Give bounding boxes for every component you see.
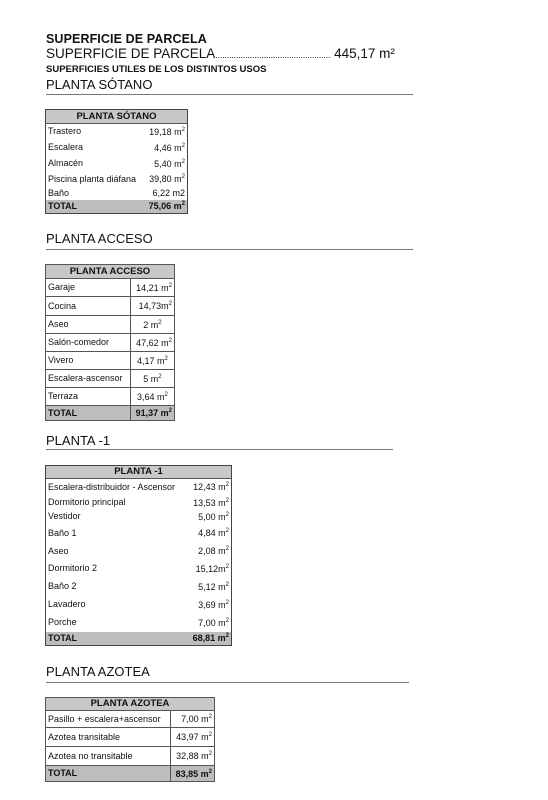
table-row — [46, 747, 215, 766]
table-total-row — [46, 632, 232, 646]
row-name: Escalera-distribuidor - Ascensor — [48, 481, 176, 492]
row-name: Escalera-ascensor — [46, 370, 131, 388]
table-total-row — [46, 406, 175, 421]
row-value: 39,80 $m^2$ — [149, 174, 185, 184]
row-value: 14,21 $m^2$ — [130, 279, 174, 297]
row-name: Terraza — [46, 388, 131, 406]
row-name: Baño — [48, 187, 70, 198]
total-value: 83,85 $m^2$ — [171, 766, 215, 782]
table-caption: PLANTA -1 — [46, 466, 232, 479]
row-name: Azotea no transitable — [46, 747, 171, 766]
table-azotea — [45, 697, 215, 782]
row-value: 4,17 $m^2$ — [130, 352, 174, 370]
row-value: 4,84 $m^2$ — [198, 528, 229, 538]
row-name: Lavadero — [48, 599, 86, 609]
table-planta-menos-1 — [45, 465, 232, 646]
row-name: Porche — [48, 617, 77, 627]
row-name: Trastero — [48, 126, 82, 137]
table-row — [46, 279, 175, 297]
row-value: $14,73m^2$ — [130, 297, 174, 316]
section-divider — [46, 682, 409, 683]
table-row — [46, 124, 188, 140]
row-value: 13,53 $m^2$ — [193, 497, 229, 508]
table-row — [46, 388, 175, 406]
row-value: 5,40 $m^2$ — [154, 158, 185, 169]
table-row — [46, 510, 232, 524]
table-acceso — [45, 264, 175, 421]
total-value: 91,37 $m^2$ — [130, 406, 174, 421]
row-name: Almacén — [48, 158, 84, 168]
row-value: 5,12 $m^2$ — [198, 581, 229, 592]
total-value: 75,06 $m^2$ — [144, 200, 188, 214]
table-row — [46, 370, 175, 388]
total-label: TOTAL — [46, 200, 145, 214]
row-name: Pasillo + escalera+ascensor — [46, 711, 171, 728]
table-row — [46, 560, 232, 578]
section-heading-planta-menos-1: PLANTA -1 — [46, 433, 111, 448]
row-name: Piscina planta diáfana — [48, 173, 137, 184]
total-label: TOTAL — [46, 766, 171, 782]
document-title: SUPERFICIE DE PARCELA — [46, 32, 207, 46]
total-value: 68,81 $m^2$ — [187, 632, 231, 646]
table-sotano — [45, 109, 188, 214]
table-row — [46, 543, 232, 560]
table-row — [46, 479, 232, 496]
section-divider — [46, 249, 413, 250]
row-value: 4,46 $m^2$ — [154, 142, 185, 153]
section-divider — [46, 94, 413, 95]
table-caption: PLANTA AZOTEA — [46, 698, 215, 711]
table-row — [46, 334, 175, 352]
row-value: 5 $m^2$ — [130, 370, 174, 388]
table-row — [46, 156, 188, 172]
parcel-area-value: 445,17 — [334, 46, 376, 61]
row-name: Cocina — [46, 297, 131, 316]
row-value: 3,64 $m^2$ — [130, 388, 174, 406]
row-value: 12,43 $m^2$ — [193, 482, 229, 493]
table-row — [46, 711, 215, 728]
row-name: Vivero — [46, 352, 131, 370]
row-value: $15,12m^2$ — [195, 563, 229, 574]
row-name: Dormitorio principal — [48, 497, 126, 507]
row-name: Dormitorio 2 — [48, 563, 98, 573]
parcel-area-unit: m² — [379, 46, 395, 61]
row-value: 7,00 $m^2$ — [171, 711, 215, 728]
row-value: 47,62 $m^2$ — [130, 334, 174, 352]
table-total-row — [46, 200, 188, 214]
table-row — [46, 614, 232, 632]
row-value: 5,00 $m^2$ — [198, 511, 229, 522]
row-name: Vestidor — [48, 511, 81, 521]
table-row — [46, 140, 188, 156]
row-name: Garaje — [46, 279, 131, 297]
row-value: 43,97 $m^2$ — [171, 728, 215, 747]
section-divider — [46, 449, 393, 450]
table-total-row — [46, 766, 215, 782]
table-row — [46, 316, 175, 334]
total-label: TOTAL — [46, 632, 188, 646]
table-row — [46, 524, 232, 543]
row-value: 7,00 $m^2$ — [198, 617, 229, 628]
table-row — [46, 578, 232, 596]
table-caption: PLANTA SÓTANO — [46, 110, 188, 124]
table-row — [46, 728, 215, 747]
parcel-area-line — [46, 46, 395, 61]
table-row — [46, 172, 188, 187]
table-row — [46, 352, 175, 370]
table-row — [46, 496, 232, 510]
section-heading-azotea: PLANTA AZOTEA — [46, 664, 150, 679]
row-name: Aseo — [46, 316, 131, 334]
row-name: Aseo — [48, 545, 69, 556]
table-row — [46, 187, 188, 200]
row-name: Baño 2 — [48, 581, 77, 591]
table-row — [46, 596, 232, 614]
table-row — [46, 297, 175, 316]
row-name: Baño 1 — [48, 527, 77, 538]
table-caption: PLANTA ACCESO — [46, 265, 175, 279]
section-heading-sotano: PLANTA SÓTANO — [46, 77, 153, 92]
row-value: 2 $m^2$ — [130, 316, 174, 334]
row-value: 2,08 $m^2$ — [198, 546, 229, 556]
row-name: Escalera — [48, 142, 84, 152]
total-label: TOTAL — [46, 406, 131, 421]
row-value: 6,22 m2 — [152, 188, 185, 198]
row-name: Azotea transitable — [46, 728, 171, 747]
document-subtitle: SUPERFICIES UTILES DE LOS DISTINTOS USOS — [46, 64, 267, 75]
row-value: 3,69 $m^2$ — [198, 599, 229, 610]
row-value: 32,88 $m^2$ — [171, 747, 215, 766]
parcel-area-label: SUPERFICIE DE PARCELA — [46, 46, 216, 61]
row-name: Salón-comedor — [46, 334, 131, 352]
section-heading-acceso: PLANTA ACCESO — [46, 231, 153, 246]
parcel-area-dots: .................................................. — [215, 50, 331, 60]
row-value: 19,18 $m^2$ — [149, 126, 185, 137]
